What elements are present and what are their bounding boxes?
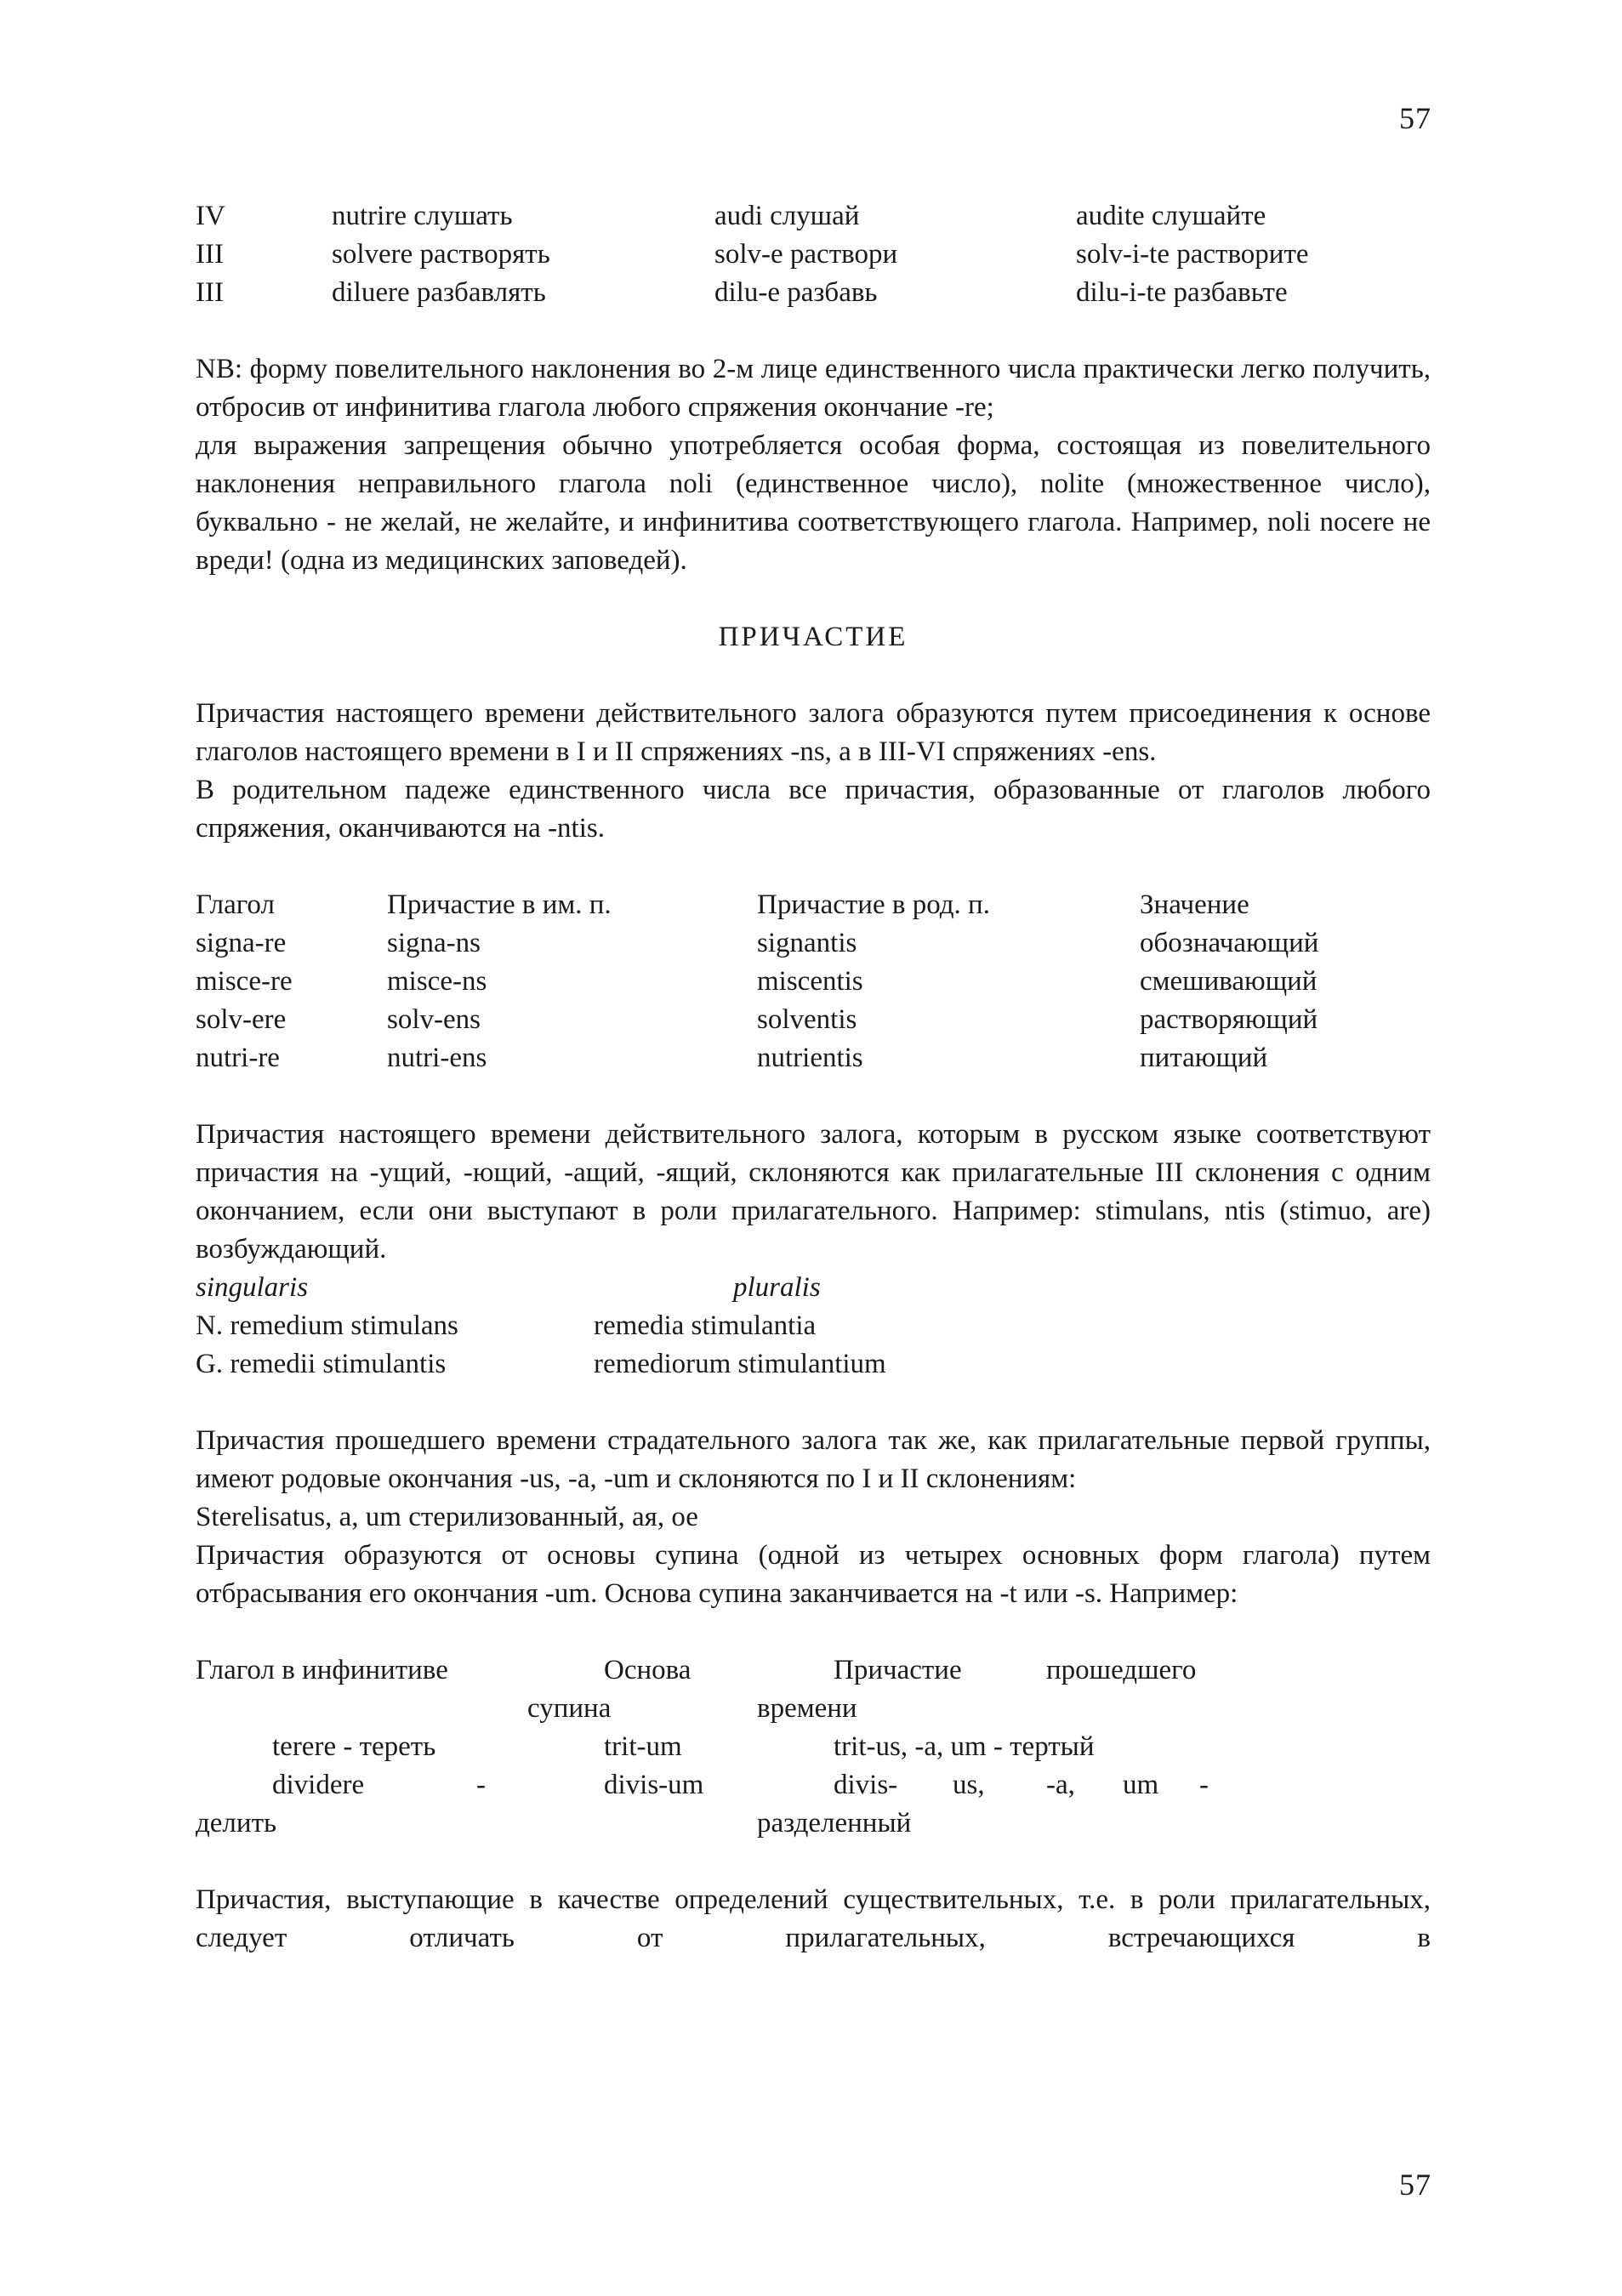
participle-table-cell: signantis: [757, 928, 857, 958]
conjugation-number: III: [196, 277, 224, 308]
present-participle-table: [196, 886, 1431, 1077]
participle-table-cell: signa-re: [196, 928, 287, 958]
supine-row-1-participle: trit-us, -a, um - тертый: [834, 1731, 1095, 1762]
intro-paragraph-2: В родительном падеже единственного числа все причастия, образованные от глаголов любого спряжения, оканчиваются на -ntis.: [196, 775, 1431, 844]
infinitive-cell: solvere растворять: [332, 239, 550, 270]
section-title: ПРИЧАСТИЕ: [718, 622, 908, 652]
participle-table-cell: питающий: [1140, 1043, 1268, 1073]
supine-row: [196, 1766, 1431, 1804]
declension-plural-cell: remediorum stimulantium: [594, 1349, 886, 1379]
declension-row: [196, 1345, 1431, 1384]
declension-rows: [196, 1307, 1431, 1384]
supine-row-2-dash: -: [476, 1770, 486, 1800]
declension-block: [196, 1116, 1431, 1384]
participle-table-row: [196, 1001, 1431, 1039]
participle-table-cell: nutrientis: [757, 1043, 863, 1073]
supine-header-past: прошедшего: [1046, 1655, 1197, 1685]
participle-table-cell: miscentis: [757, 966, 863, 997]
plural-label: pluralis: [733, 1272, 821, 1303]
participle-table-row: [196, 963, 1431, 1001]
conjugation-number: IV: [196, 201, 225, 231]
participle-table-cell: misce-ns: [387, 966, 487, 997]
participle-table-cell: растворяющий: [1140, 1004, 1318, 1035]
participle-header-cell: Причастие в им. п.: [387, 889, 612, 920]
supine-row: [196, 1728, 1431, 1766]
participle-table-cell: solventis: [757, 1004, 857, 1035]
imperative-plural-cell: audite слушайте: [1076, 201, 1266, 231]
participle-table-cell: nutri-re: [196, 1043, 280, 1073]
declension-row: [196, 1307, 1431, 1345]
imperative-singular-cell: dilu-e разбавь: [714, 277, 878, 308]
past-participle-example: Sterelisatus, a, um стерилизованный, ая, ое: [196, 1502, 698, 1532]
participle-table-header: [196, 886, 1431, 924]
supine-row-2-participle-d: um: [1123, 1770, 1159, 1800]
past-participle-block: [196, 1422, 1431, 1613]
imperative-row: [196, 197, 1431, 236]
supine-row-2-meaning: делить: [196, 1808, 277, 1839]
supine-row-2-infinitive: dividere: [272, 1770, 365, 1800]
imperative-row: [196, 236, 1431, 274]
supine-header-infinitive: Глагол в инфинитиве: [196, 1655, 448, 1685]
imperative-row: [196, 274, 1431, 312]
participle-header-cell: Значение: [1140, 889, 1249, 920]
nb-note: [196, 350, 1431, 580]
supine-row-2-stem: divis-um: [604, 1770, 704, 1800]
participle-table-cell: solv-ens: [387, 1004, 481, 1035]
participle-table-cell: смешивающий: [1140, 966, 1318, 997]
declension-plural-cell: remedia stimulantia: [594, 1310, 817, 1341]
participle-intro: [196, 695, 1431, 848]
declension-singular-cell: G. remedii stimulantis: [196, 1349, 447, 1379]
supine-header-stem: Основа: [604, 1655, 691, 1685]
supine-table: [196, 1651, 1431, 1843]
participle-table-cell: signa-ns: [387, 928, 481, 958]
imperative-table: [196, 197, 1431, 312]
imperative-singular-cell: solv-e раствори: [714, 239, 898, 270]
participle-table-row: [196, 1039, 1431, 1077]
supine-header-time: времени: [757, 1693, 857, 1724]
singular-label: singularis: [196, 1272, 309, 1303]
imperative-plural-cell: dilu-i-te разбавьте: [1076, 277, 1288, 308]
nb-paragraph-2: для выражения запрещения обычно употребляется особая форма, состоящая из повелительного наклонения неправильного глагола noli (единственное число), nolite (множественное число), буквально - не желай, не желайте, и инфинитива соответствующего глагола. Например, noli nocere не вреди! (одна из медицинских заповедей).: [196, 430, 1431, 576]
page-content: [196, 197, 1431, 1958]
past-participle-paragraph-2: Причастия образуются от основы супина (одной из четырех основных форм глагола) путем отбрасывания его окончания -um. Основа супина заканчивается на -t или -s. Например:: [196, 1540, 1431, 1609]
participle-header-cell: Причастие в род. п.: [757, 889, 990, 920]
imperative-singular-cell: audi слушай: [714, 201, 860, 231]
supine-row-2-participle-a: divis-: [834, 1770, 898, 1800]
participle-table-cell: misce-re: [196, 966, 293, 997]
final-paragraph: Причастия, выступающие в качестве определений существительных, т.е. в роли прилагательных, следует отличать от прилагательных, встречающихся в: [196, 1884, 1431, 1953]
infinitive-cell: diluere разбавлять: [332, 277, 546, 308]
supine-row-2-participle-b: us,: [953, 1770, 985, 1800]
supine-row-2-participle-c: -a,: [1046, 1770, 1075, 1800]
participle-table-cell: nutri-ens: [387, 1043, 487, 1073]
supine-row-1-infinitive: terere - тереть: [272, 1731, 436, 1762]
past-participle-paragraph-1: Причастия прошедшего времени страдательного залога так же, как прилагательные первой группы, имеют родовые окончания -us, -a, -um и склоняются по I и II склонениям:: [196, 1425, 1431, 1494]
supine-header-participle: Причастие: [834, 1655, 962, 1685]
nb-paragraph-1: NB: форму повелительного наклонения во 2-м лице единственного числа практически легко получить, отбросив от инфинитива глагола любого спряжения окончание -re;: [196, 354, 1431, 423]
intro-paragraph-1: Причастия настоящего времени действительного залога образуются путем присоединения к основе глаголов настоящего времени в I и II спряжениях -ns, а в III-VI спряжениях -ens.: [196, 698, 1431, 767]
supine-header-supine: супина: [527, 1693, 612, 1724]
conjugation-number: III: [196, 239, 224, 270]
supine-row-2-participle-e: -: [1199, 1770, 1209, 1800]
infinitive-cell: nutrire слушать: [332, 201, 513, 231]
imperative-plural-cell: solv-i-te растворите: [1076, 239, 1309, 270]
participle-header-cell: Глагол: [196, 889, 275, 920]
participle-table-cell: обозначающий: [1140, 928, 1319, 958]
page-number-bottom: 57: [1399, 2168, 1431, 2202]
page-number-top: 57: [1399, 101, 1431, 135]
declension-singular-cell: N. remedium stimulans: [196, 1310, 458, 1341]
supine-row-1-stem: trit-um: [604, 1731, 682, 1762]
supine-row-2-participle-meaning: разделенный: [757, 1808, 912, 1839]
declension-paragraph: Причастия настоящего времени действительного залога, которым в русском языке соответствуют причастия на -ущий, -ющий, -ащий, -ящий, склоняются как прилагательные III склонения с одним окончанием, если они выступают в роли прилагательного. Например: stimulans, ntis (stimuo, are) возбуждающий.: [196, 1119, 1431, 1265]
participle-table-cell: solv-ere: [196, 1004, 287, 1035]
participle-table-row: [196, 924, 1431, 963]
